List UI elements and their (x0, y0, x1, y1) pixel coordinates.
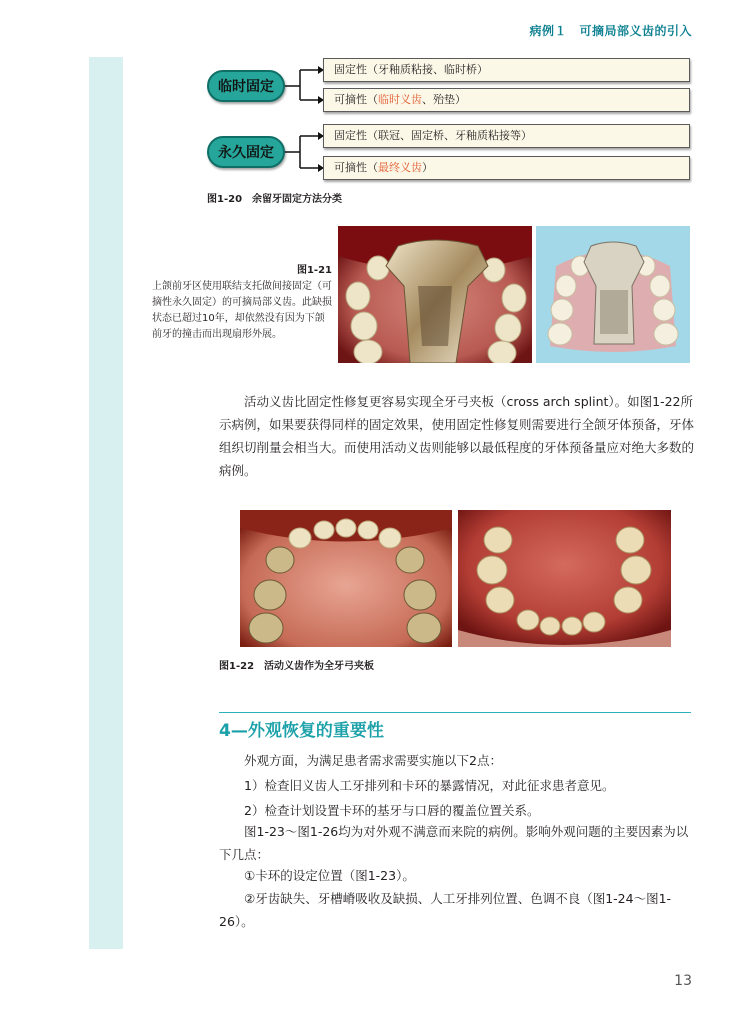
section-4-title: 4—外观恢复的重要性 (219, 721, 384, 741)
figure-1-21-denture-photo (536, 226, 690, 363)
section-4-item-2: ②牙齿缺失、牙槽嵴吸收及缺损、人工牙排列位置、色调不良（图1-24～图1-26）。 (219, 891, 672, 929)
permanent-fixation-node: 永久固定 (207, 136, 285, 168)
figure-1-20-caption: 图1-20 余留牙固定方法分类 (207, 194, 343, 205)
body-paragraph-cross-arch: 活动义齿比固定性修复更容易实现全牙弓夹板（cross arch splint）。如图1-22所示病例，如果要获得同样的固定效果，使用固定性修复则需要进行全颌牙体预备，牙体组织切削量会相当大。而使用活动义齿则能够以最低程度的牙体预备量应对绝大多数的病例。 (219, 394, 695, 478)
section-4-line-3: 2）检查计划设置卡环的基牙与口唇的覆盖位置关系。 (244, 803, 540, 818)
section-4-paragraph: 图1-23～图1-26均为对外观不满意而来院的病例。影响外观问题的主要因素为以下几点： (219, 824, 689, 862)
permanent-removable-box: 可摘性（最终义齿） (323, 156, 690, 180)
figure-1-21-intraoral-photo (338, 226, 532, 363)
temporary-fixed-box: 固定性（牙釉质粘接、临时桥） (323, 58, 690, 82)
figure-1-22-caption: 图1-22 活动义齿作为全牙弓夹板 (219, 661, 375, 672)
figure-1-21-text: 上颌前牙区使用联结支托做间接固定（可摘性永久固定）的可摘局部义齿。此缺损状态已超过10年，却依然没有因为下颌前牙的撞击而出现扇形外展。 (152, 281, 332, 340)
section-4-line-2: 1）检查旧义齿人工牙排列和卡环的暴露情况，对此征求患者意见。 (244, 778, 615, 793)
figure-1-21-number: 图1-21 (296, 265, 332, 276)
figure-1-21-caption (152, 263, 332, 343)
figure-1-22-lower-photo (458, 510, 671, 647)
section-4-item-1: ①卡环的设定位置（图1-23）。 (244, 868, 415, 883)
page-number: 13 (674, 973, 692, 989)
figure-1-22-upper-photo (240, 510, 452, 647)
permanent-fixed-box: 固定性（联冠、固定桥、牙釉质粘接等） (323, 124, 690, 148)
temporary-fixation-node: 临时固定 (207, 70, 285, 102)
section-4-line-1: 外观方面，为满足患者需求需要实施以下2点： (244, 753, 502, 768)
running-header: 病例１ 可摘局部义齿的引入 (529, 24, 692, 38)
temporary-removable-box: 可摘性（临时义齿、殆垫） (323, 88, 690, 112)
section-rule (219, 712, 691, 713)
